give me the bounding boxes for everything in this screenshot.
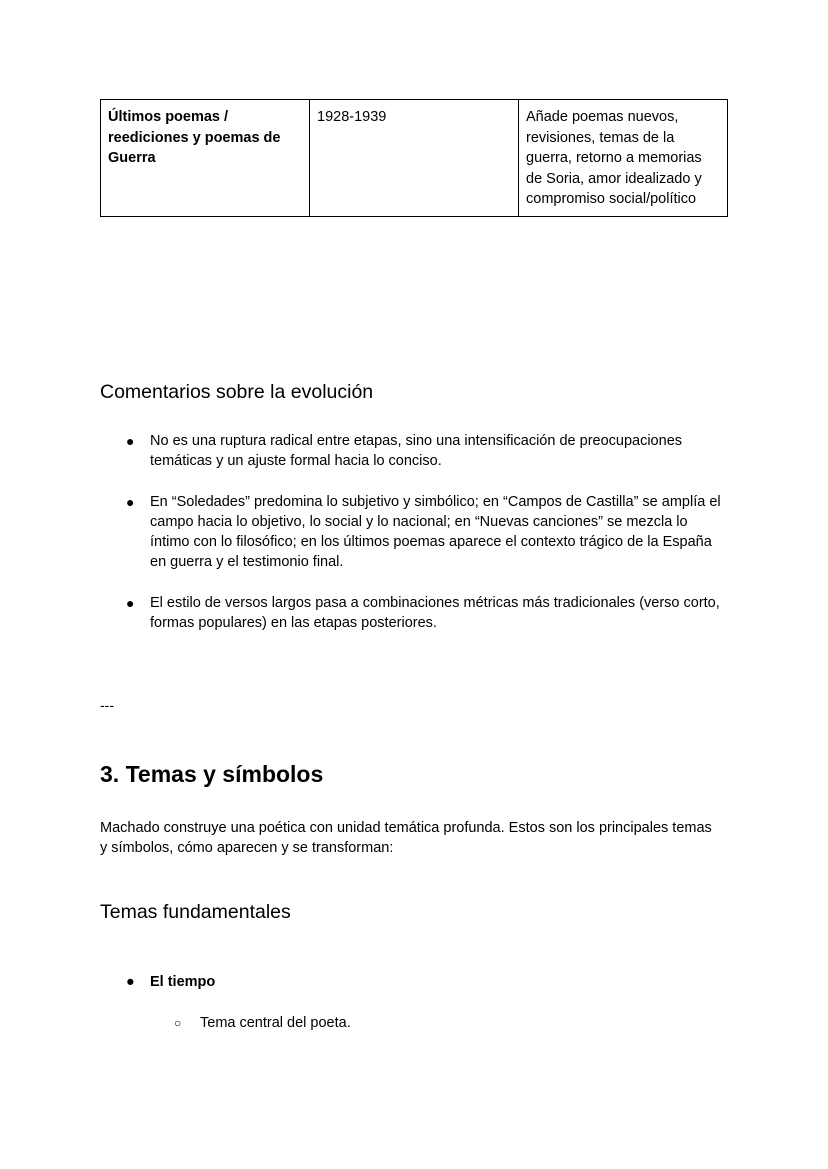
list-item-text: En “Soledades” predomina lo subjetivo y simbólico; en “Campos de Castilla” se amplía el campo hacia lo objetivo, lo social y lo nacional; en “Nuevas canciones” se mezcla lo íntimo con lo filosófico; en los últimos poemas aparece el contexto trágico de la España en guerra y el testimonio final. (150, 493, 721, 571)
list-item (100, 593, 730, 634)
themes-heading: Temas fundamentales (100, 901, 291, 923)
evolution-list (100, 431, 730, 653)
bullet-icon: ● (126, 594, 135, 611)
list-item-text: No es una ruptura radical entre etapas, sino una intensificación de preocupaciones temáticas y un ajuste formal hacia lo conciso. (150, 433, 683, 470)
years-cell: 1928-1939 (310, 100, 519, 217)
description-cell: Añade poemas nuevos, revisiones, temas de la guerra, retorno a memorias de Soria, amor idealizado y compromiso social/político (519, 100, 728, 217)
list-item-text: El estilo de versos largos pasa a combinaciones métricas más tradicionales (verso corto, formas populares) en las etapas posteriores. (150, 594, 720, 632)
topic-label: El tiempo (150, 974, 216, 990)
topic-detail: Tema central del poeta. (200, 1015, 351, 1031)
evolution-heading: Comentarios sobre la evolución (100, 381, 374, 403)
list-item (174, 1013, 351, 1033)
list-item (100, 431, 730, 472)
section-intro: Machado construye una poética con unidad temática profunda. Estos son los principales temas y símbolos, cómo aparecen y se transforman: (100, 820, 712, 857)
list-item (126, 972, 215, 992)
bullet-icon: ● (126, 974, 135, 990)
bullet-icon: ● (126, 493, 135, 510)
sub-bullet-icon: ○ (174, 1016, 182, 1030)
stage-cell: Últimos poemas / reediciones y poemas de Guerra (101, 100, 310, 217)
stages-table (100, 99, 728, 217)
table-row (101, 100, 728, 217)
bullet-icon: ● (126, 433, 135, 449)
separator: --- (100, 697, 114, 713)
section-title: 3. Temas y símbolos (100, 761, 324, 787)
list-item (100, 492, 730, 573)
